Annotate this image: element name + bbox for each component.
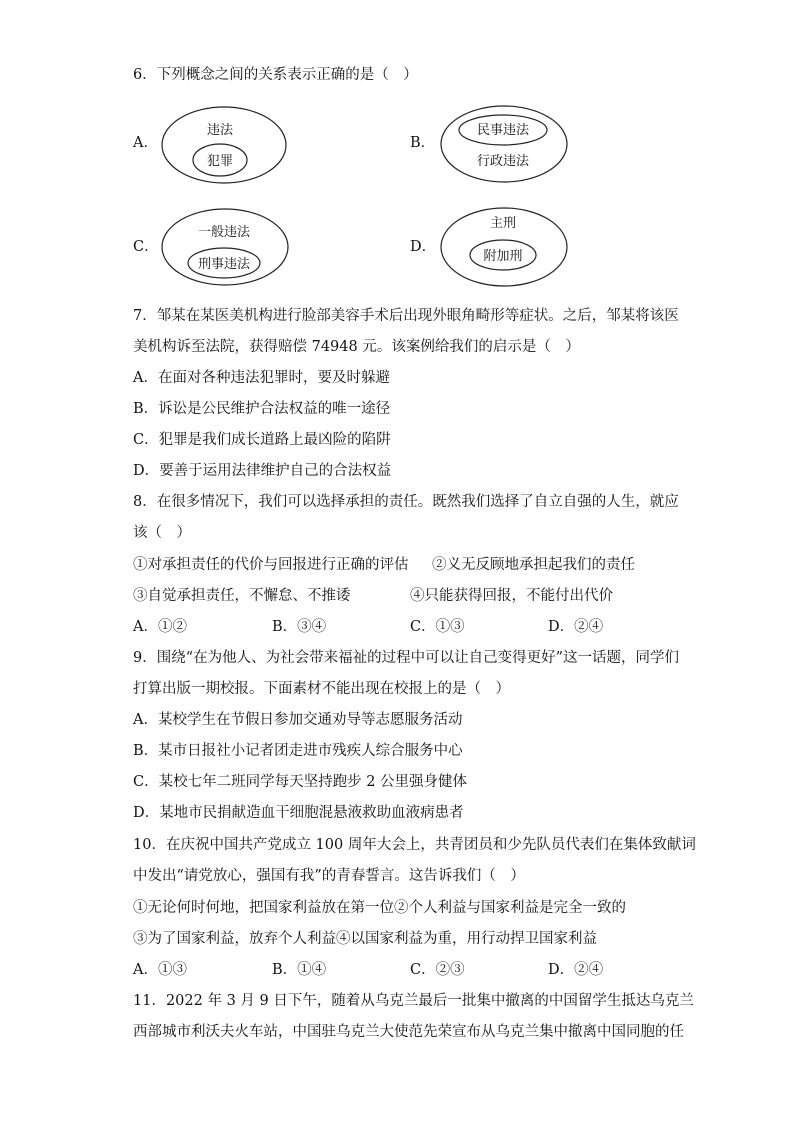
q8-statement-4: ④只能获得回报，不能付出代价 [410, 588, 613, 604]
q6-diagram-c-inner-label: 刑事违法 [197, 257, 251, 272]
q10-stem-line1: 10．在庆祝中国共产党成立 100 周年大会上，共青团员和少先队员代表们在集体致献词 [133, 837, 696, 853]
q10-statement-line1: ①无论何时何地，把国家利益放在第一位②个人利益与国家利益是完全一致的 [133, 900, 626, 916]
q9-option-b: B．某市日报社小记者团走进市残疾人综合服务中心 [133, 743, 463, 759]
q8-choice-b: B．③④ [272, 619, 327, 635]
q6-diagram-b [439, 103, 571, 185]
q6-diagram-a-outer-ellipse [162, 107, 286, 183]
q6-diagram-a-inner-label: 犯罪 [206, 154, 234, 169]
q8-stem-line1: 8．在很多情况下，我们可以选择承担的责任。既然我们选择了自立自强的人生，就应 [133, 494, 679, 510]
q10-choice-d: D．②④ [548, 962, 604, 978]
q6-diagram-d-outer-label: 主刑 [489, 216, 517, 231]
q11-stem-line2: 西部城市利沃夫火车站，中国驻乌克兰大使范先荣宣布从乌克兰集中撤离中国同胞的任 [133, 1024, 684, 1040]
q8-choice-c: C．①③ [410, 619, 465, 635]
q10-stem-line2: 中发出“请党放心，强国有我”的青春誓言。这告诉我们（ ） [133, 868, 525, 884]
q6-option-b-letter: B． [410, 135, 436, 151]
q6-diagram-b-inner-label: 民事违法 [476, 123, 530, 138]
q8-statement-1: ①对承担责任的代价与回报进行正确的评估 [133, 557, 409, 573]
q6-stem: 6．下列概念之间的关系表示正确的是（ ） [133, 67, 418, 83]
q7-option-a: A．在面对各种违法犯罪时，要及时躲避 [133, 370, 390, 386]
q8-statement-2: ②义无反顾地承担起我们的责任 [432, 557, 635, 573]
q9-option-c: C．某校七年二班同学每天坚持跑步 2 公里强身健体 [133, 774, 468, 790]
q7-stem-line1: 7．邹某在某医美机构进行脸部美容手术后出现外眼角畸形等症状。之后，邹某将该医 [133, 308, 679, 324]
q7-option-d: D．要善于运用法律维护自己的合法权益 [133, 463, 392, 479]
q6-diagram-c-outer-ellipse [162, 209, 288, 285]
q10-choice-a: A．①③ [133, 962, 187, 978]
q6-diagram-d-inner-label: 附加刑 [483, 249, 523, 264]
q7-option-b: B．诉讼是公民维护合法权益的唯一途径 [133, 401, 391, 417]
q6-diagram-c-outer-label: 一般违法 [197, 225, 251, 240]
q8-statement-3: ③自觉承担责任，不懈怠、不推诿 [133, 588, 351, 604]
q6-diagram-b-outer-label: 行政违法 [476, 154, 530, 169]
q9-stem-line2: 打算出版一期校报。下面素材不能出现在校报上的是（ ） [133, 681, 510, 697]
q9-option-a: A．某校学生在节假日参加交通劝导等志愿服务活动 [133, 712, 463, 728]
q6-diagram-b-outer-ellipse [441, 106, 567, 182]
q11-stem-line1: 11．2022 年 3 月 9 日下午，随着从乌克兰最后一批集中撤离的中国留学生抵达乌克兰 [133, 993, 694, 1009]
q9-stem-line1: 9．围绕“在为他人、为社会带来福祉的过程中可以让自己变得更好”这一话题，同学们 [133, 650, 680, 666]
q9-option-d: D．某地市民捐献造血干细胞混悬液救助血液病患者 [133, 805, 464, 821]
q6-option-a-letter: A． [133, 135, 158, 151]
q6-diagram-d [439, 205, 571, 289]
q6-diagram-a-outer-label: 违法 [206, 123, 234, 138]
q6-diagram-a [160, 105, 290, 187]
q10-choice-c: C．②③ [410, 962, 465, 978]
q8-choice-d: D．②④ [548, 619, 604, 635]
q10-statement-line2: ③为了国家利益，放弃个人利益④以国家利益为重，用行动捍卫国家利益 [133, 931, 597, 947]
q7-option-c: C．犯罪是我们成长道路上最凶险的陷阱 [133, 432, 391, 448]
q10-choice-b: B．①④ [272, 962, 327, 978]
q7-stem-line2: 美机构诉至法院，获得赔偿 74948 元。该案例给我们的启示是（ ） [133, 339, 580, 355]
q6-option-d-letter: D． [410, 239, 437, 255]
q8-stem-line2: 该（ ） [133, 525, 191, 541]
q6-option-c-letter: C． [133, 239, 159, 255]
q8-choice-a: A．①② [133, 619, 187, 635]
q6-diagram-c [160, 206, 292, 288]
